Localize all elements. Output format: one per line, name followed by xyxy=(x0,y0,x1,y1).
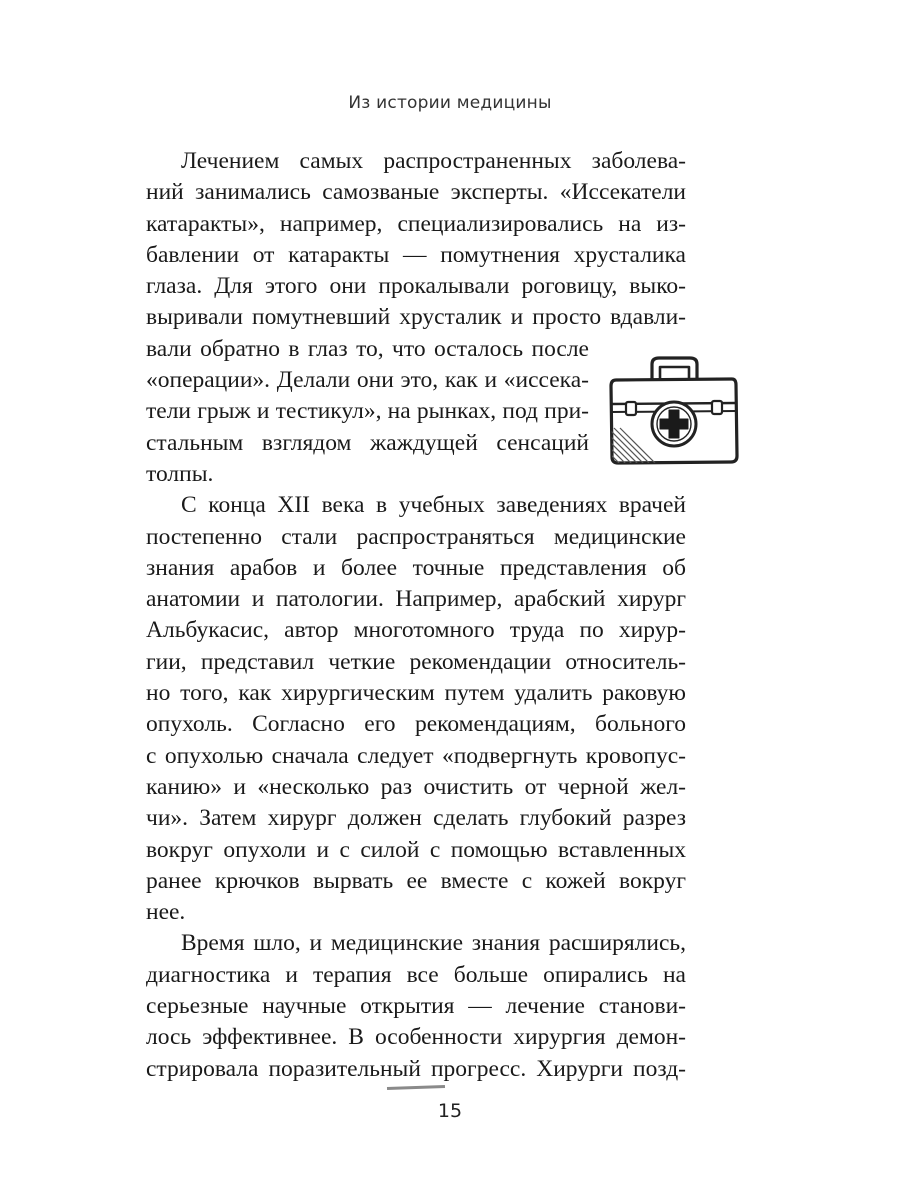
text-line: с опухолью сначала следует «подвергнуть кровопус- xyxy=(146,742,686,769)
text-line: Время шло, и медицинские знания расширялись, xyxy=(181,930,686,957)
text-line: выривали помутневший хрусталик и просто вдавли- xyxy=(146,304,686,331)
text-line: канию» и «несколько раз очистить от черной жел- xyxy=(146,773,686,800)
text-line: Альбукасис, автор многотомного труда по хирур- xyxy=(146,617,686,644)
text-line: диагностика и терапия все больше опирались на xyxy=(146,961,686,988)
text-line: вокруг опухоли и с силой с помощью вставленных xyxy=(146,836,686,863)
text-line: лось эффективнее. В особенности хирургия демон- xyxy=(146,1024,686,1051)
text-line: серьезные научные открытия — лечение станови- xyxy=(146,993,686,1020)
text-line: анатомии и патологии. Например, арабский хирург xyxy=(146,586,686,613)
page-number: 15 xyxy=(437,1100,463,1122)
text-line: бавлении от катаракты — помутнения хрусталика xyxy=(146,241,686,268)
text-line: опухоль. Согласно его рекомендациям, больного xyxy=(146,711,686,738)
text-line: постепенно стали распространяться медицинские xyxy=(146,523,686,550)
text-line: ний занимались самозваные эксперты. «Иссекатели xyxy=(146,179,686,206)
text-line: тели грыж и тестикул», на рынках, под при- xyxy=(146,398,589,425)
text-line: но того, как хирургическим путем удалить раковую xyxy=(146,680,686,707)
paragraph-2 xyxy=(146,490,686,928)
text-line: чи». Затем хирург должен сделать глубокий разрез xyxy=(146,805,686,832)
text-line: гии, представил четкие рекомендации относитель- xyxy=(146,648,686,675)
text-line: толпы. xyxy=(146,460,214,487)
paragraph-3 xyxy=(146,928,686,1084)
text-line: ранее крючков вырвать ее вместе с кожей вокруг xyxy=(146,867,686,894)
text-line: С конца XII века в учебных заведениях врачей xyxy=(181,492,686,519)
text-line: знания арабов и более точные представления об xyxy=(146,554,686,581)
text-line: катаракты», например, специализировались на из- xyxy=(146,210,686,237)
text-line: Лечением самых распространенных заболева- xyxy=(181,148,686,174)
text-line: нее. xyxy=(146,899,186,926)
text-line: «операции». Делали они это, как и «иссека- xyxy=(146,367,589,394)
running-head: Из истории медицины xyxy=(348,93,552,113)
text-line: глаза. Для этого они прокалывали роговицу, выко- xyxy=(146,273,686,300)
body-text xyxy=(146,146,686,1085)
text-line: стрировала поразительный прогресс. Хирурги позд- xyxy=(146,1055,686,1082)
first-aid-kit-icon xyxy=(604,352,744,472)
text-line: стальным взглядом жаждущей сенсаций xyxy=(146,429,589,456)
page-number-rule xyxy=(387,1085,445,1090)
text-line: вали обратно в глаз то, что осталось после xyxy=(146,335,589,362)
